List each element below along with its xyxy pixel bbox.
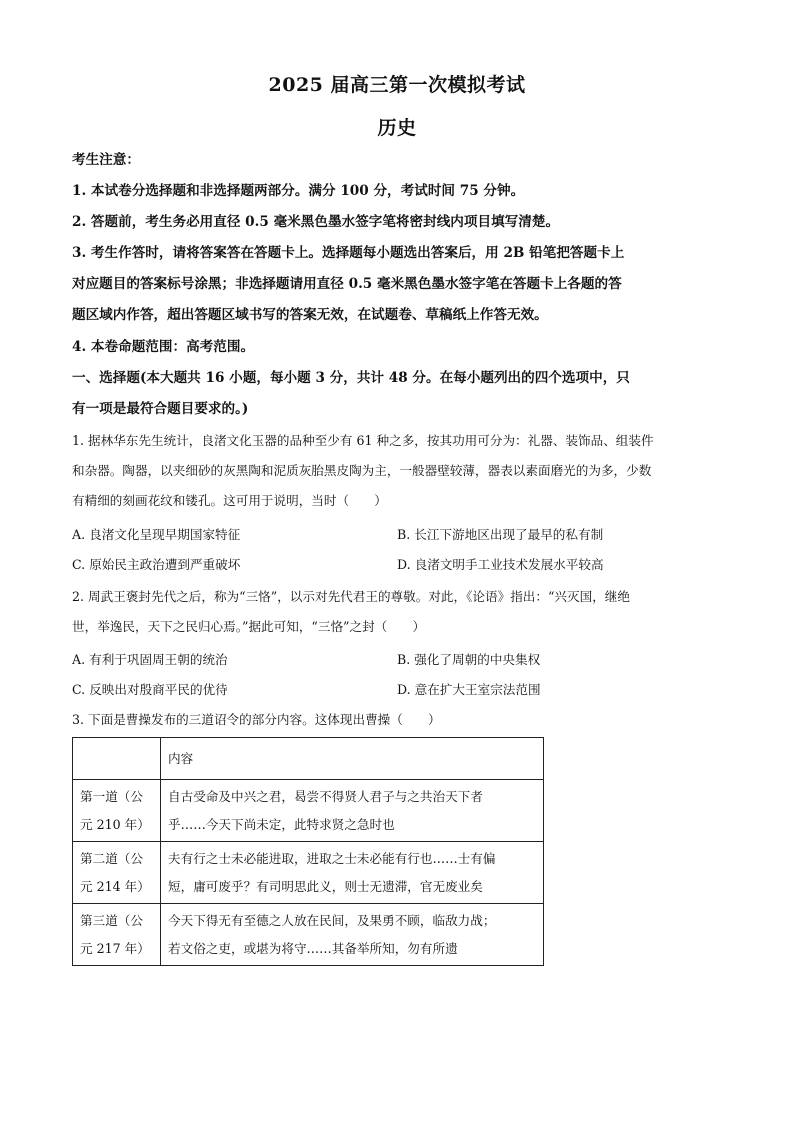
q3-edict-table	[72, 737, 544, 966]
table-row-label	[73, 842, 161, 904]
section-heading-line-1: 一、选择题(本大题共 16 小题，每小题 3 分，共计 48 分。在每小题列出的四个选项中，只	[72, 370, 630, 386]
q2-option-c: C. 反映出对殷商平民的优待	[72, 682, 228, 697]
table-row-label	[73, 780, 161, 842]
q3-stem: 3. 下面是曹操发布的三道诏令的部分内容。这体现出曹操（ ）	[72, 712, 441, 727]
q1-option-a: A. 良渚文化呈现早期国家特征	[72, 527, 241, 542]
q1-stem-line-2: 和杂器。陶器，以夹细砂的灰黑陶和泥质灰胎黑皮陶为主，一般器壁较薄，器表以素面磨光的为多，少数	[72, 463, 652, 478]
row-content-line: 短，庸可废乎？有司明思此义，则士无遗滞，官无废业矣	[168, 878, 483, 894]
row-content-line: 自古受命及中兴之君，曷尝不得贤人君子与之共治天下者	[168, 788, 483, 804]
row-content-line: 若文俗之吏，或堪为将守……其备举所知，勿有所遗	[168, 940, 458, 956]
notice-item-3-line-2: 对应题目的答案标号涂黑；非选择题请用直径 0.5 毫米黑色墨水签字笔在答题卡上各题的答	[72, 276, 622, 292]
notice-item-1: 1. 本试卷分选择题和非选择题两部分。满分 100 分，考试时间 75 分钟。	[72, 183, 525, 199]
table-row	[73, 904, 544, 966]
table-row	[73, 842, 544, 904]
notice-heading: 考生注意：	[72, 152, 140, 168]
row-label-line: 第二道（公	[80, 850, 143, 866]
table-row	[73, 780, 544, 842]
q1-stem-line-1: 1. 据林华东先生统计，良渚文化玉器的品种至少有 61 种之多，按其功用可分为：礼器、装饰品、组装件	[72, 433, 654, 448]
table-row-content	[161, 780, 544, 842]
row-label-line: 元 217 年）	[80, 940, 150, 956]
row-label-line: 元 210 年）	[80, 816, 150, 832]
section-heading-line-2: 有一项是最符合题目要求的。)	[72, 401, 249, 417]
q2-option-d: D. 意在扩大王室宗法范围	[397, 682, 541, 697]
q1-option-c: C. 原始民主政治遭到严重破坏	[72, 557, 241, 572]
notice-item-3-line-3: 题区域内作答，超出答题区域书写的答案无效，在试题卷、草稿纸上作答无效。	[72, 307, 548, 323]
table-header-empty-cell	[73, 738, 161, 780]
notice-item-4: 4. 本卷命题范围：高考范围。	[72, 339, 255, 355]
q1-option-b: B. 长江下游地区出现了最早的私有制	[397, 527, 604, 542]
table-row-content	[161, 904, 544, 966]
subject-title: 历史	[377, 117, 417, 139]
q2-stem-line-1: 2. 周武王褒封先代之后，称为“三恪”，以示对先代君王的尊敬。对此，《论语》指出：“兴灭国，继绝	[72, 589, 630, 604]
row-label-line: 第一道（公	[80, 788, 143, 804]
row-label-line: 第三道（公	[80, 912, 143, 928]
q2-option-b: B. 强化了周朝的中央集权	[397, 652, 541, 667]
table-header-content: 内容	[161, 738, 544, 780]
notice-item-2: 2. 答题前，考生务必用直径 0.5 毫米黑色墨水签字笔将密封线内项目填写清楚。	[72, 214, 560, 230]
row-content-line: 今天下得无有至德之人放在民间，及果勇不顾，临敌力战；	[168, 912, 496, 928]
row-content-line: 乎……今天下尚未定，此特求贤之急时也	[168, 816, 395, 832]
table-row-content	[161, 842, 544, 904]
q1-option-d: D. 良渚文明手工业技术发展水平较高	[397, 557, 604, 572]
row-content-line: 夫有行之士未必能进取，进取之士未必能有行也……士有偏	[168, 850, 496, 866]
q1-stem-line-3: 有精细的刻画花纹和镂孔。这可用于说明，当时（ ）	[72, 493, 387, 508]
exam-title: 2025 届高三第一次模拟考试	[268, 74, 526, 96]
q2-option-a: A. 有利于巩固周王朝的统治	[72, 652, 228, 667]
q2-stem-line-2: 世，举逸民，天下之民归心焉。”据此可知，“三恪”之封（ ）	[72, 619, 426, 634]
table-header-row	[73, 738, 544, 780]
notice-item-3-line-1: 3. 考生作答时，请将答案答在答题卡上。选择题每小题选出答案后，用 2B 铅笔把答题卡上	[72, 245, 625, 261]
table-row-label	[73, 904, 161, 966]
row-label-line: 元 214 年）	[80, 878, 150, 894]
